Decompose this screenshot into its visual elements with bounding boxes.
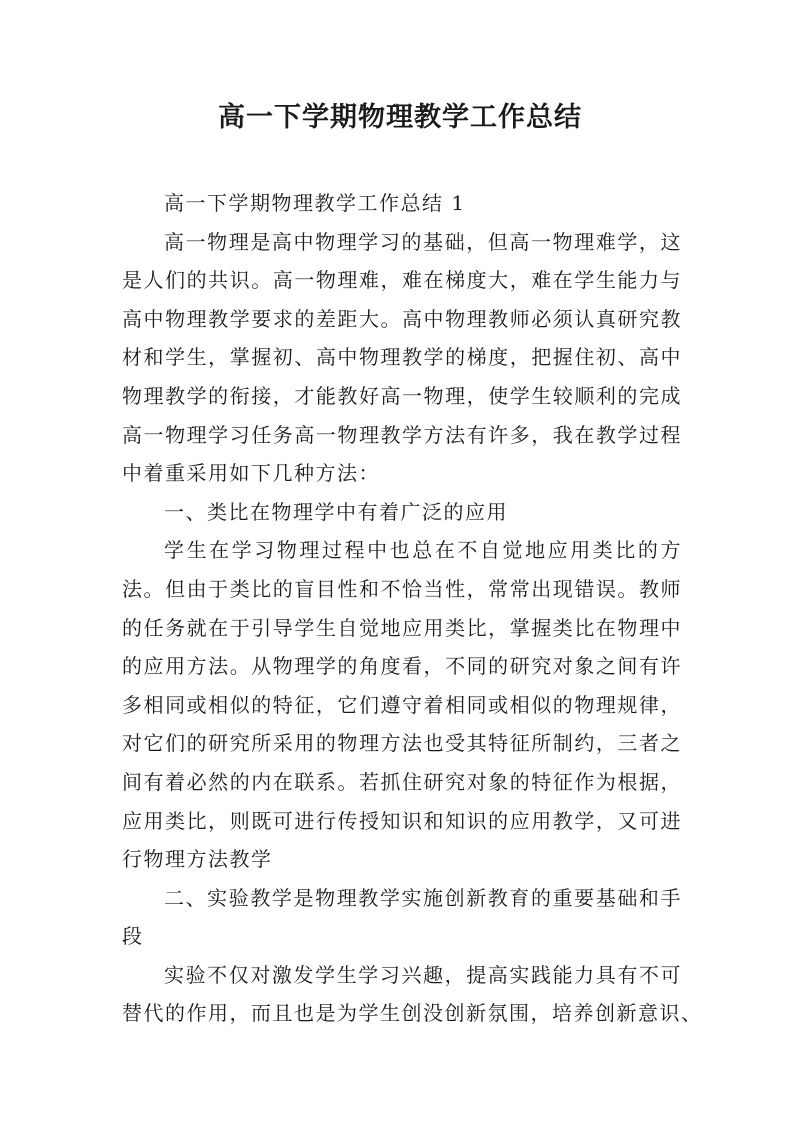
paragraph-line: 实验不仅对激发学生学习兴趣，提高实践能力具有不可 <box>164 962 682 987</box>
paragraph <box>122 956 703 1033</box>
paragraph <box>122 879 682 956</box>
paragraph-line: 一、类比在物理学中有着广泛的应用 <box>164 499 508 524</box>
paragraph-line: 物理教学的衔接，才能教好高一物理，使学生较顺利的完成 <box>122 383 682 408</box>
paragraph-line: 的应用方法。从物理学的角度看，不同的研究对象之间有许 <box>122 654 682 679</box>
paragraph-line: 高一物理是高中物理学习的基础，但高一物理难学，这 <box>164 229 682 254</box>
paragraph <box>122 493 682 532</box>
paragraph-line: 多相同或相似的特征，它们遵守着相同或相似的物理规律， <box>122 692 682 717</box>
paragraph-line: 的任务就在于引导学生自觉地应用类比，掌握类比在物理中 <box>122 615 682 640</box>
paragraph-line: 是人们的共识。高一物理难，难在梯度大，难在学生能力与 <box>122 268 682 293</box>
paragraph-line: 高中物理教学要求的差距大。高中物理教师必须认真研究教 <box>122 306 682 331</box>
paragraph-line: 对它们的研究所采用的物理方法也受其特征所制约，三者之 <box>122 731 682 756</box>
paragraph-line: 替代的作用，而且也是为学生创没创新氛围，培养创新意识、 <box>122 1001 703 1026</box>
paragraph <box>122 531 682 878</box>
document-title: 高一下学期物理教学工作总结 <box>218 102 582 133</box>
document-body <box>122 184 703 1033</box>
paragraph-line: 高一物理学习任务高一物理教学方法有许多，我在教学过程 <box>122 422 682 447</box>
document-subtitle: 高一下学期物理教学工作总结 1 <box>164 191 466 215</box>
paragraph-line: 段 <box>122 924 144 949</box>
paragraph-line: 行物理方法教学 <box>122 847 273 872</box>
paragraph <box>122 223 682 493</box>
paragraph-line: 二、实验教学是物理教学实施创新教育的重要基础和手 <box>164 885 682 910</box>
paragraph-line: 间有着必然的内在联系。若抓住研究对象的特征作为根据， <box>122 769 682 794</box>
paragraph-line: 材和学生，掌握初、高中物理教学的梯度，把握住初、高中 <box>122 345 682 370</box>
paragraph-line: 学生在学习物理过程中也总在不自觉地应用类比的方 <box>164 538 682 563</box>
paragraph-line: 中着重采用如下几种方法： <box>122 461 380 486</box>
paragraph-line: 法。但由于类比的盲目性和不恰当性，常常出现错误。教师 <box>122 576 682 601</box>
paragraph-line: 应用类比，则既可进行传授知识和知识的应用教学，又可进 <box>122 808 682 833</box>
